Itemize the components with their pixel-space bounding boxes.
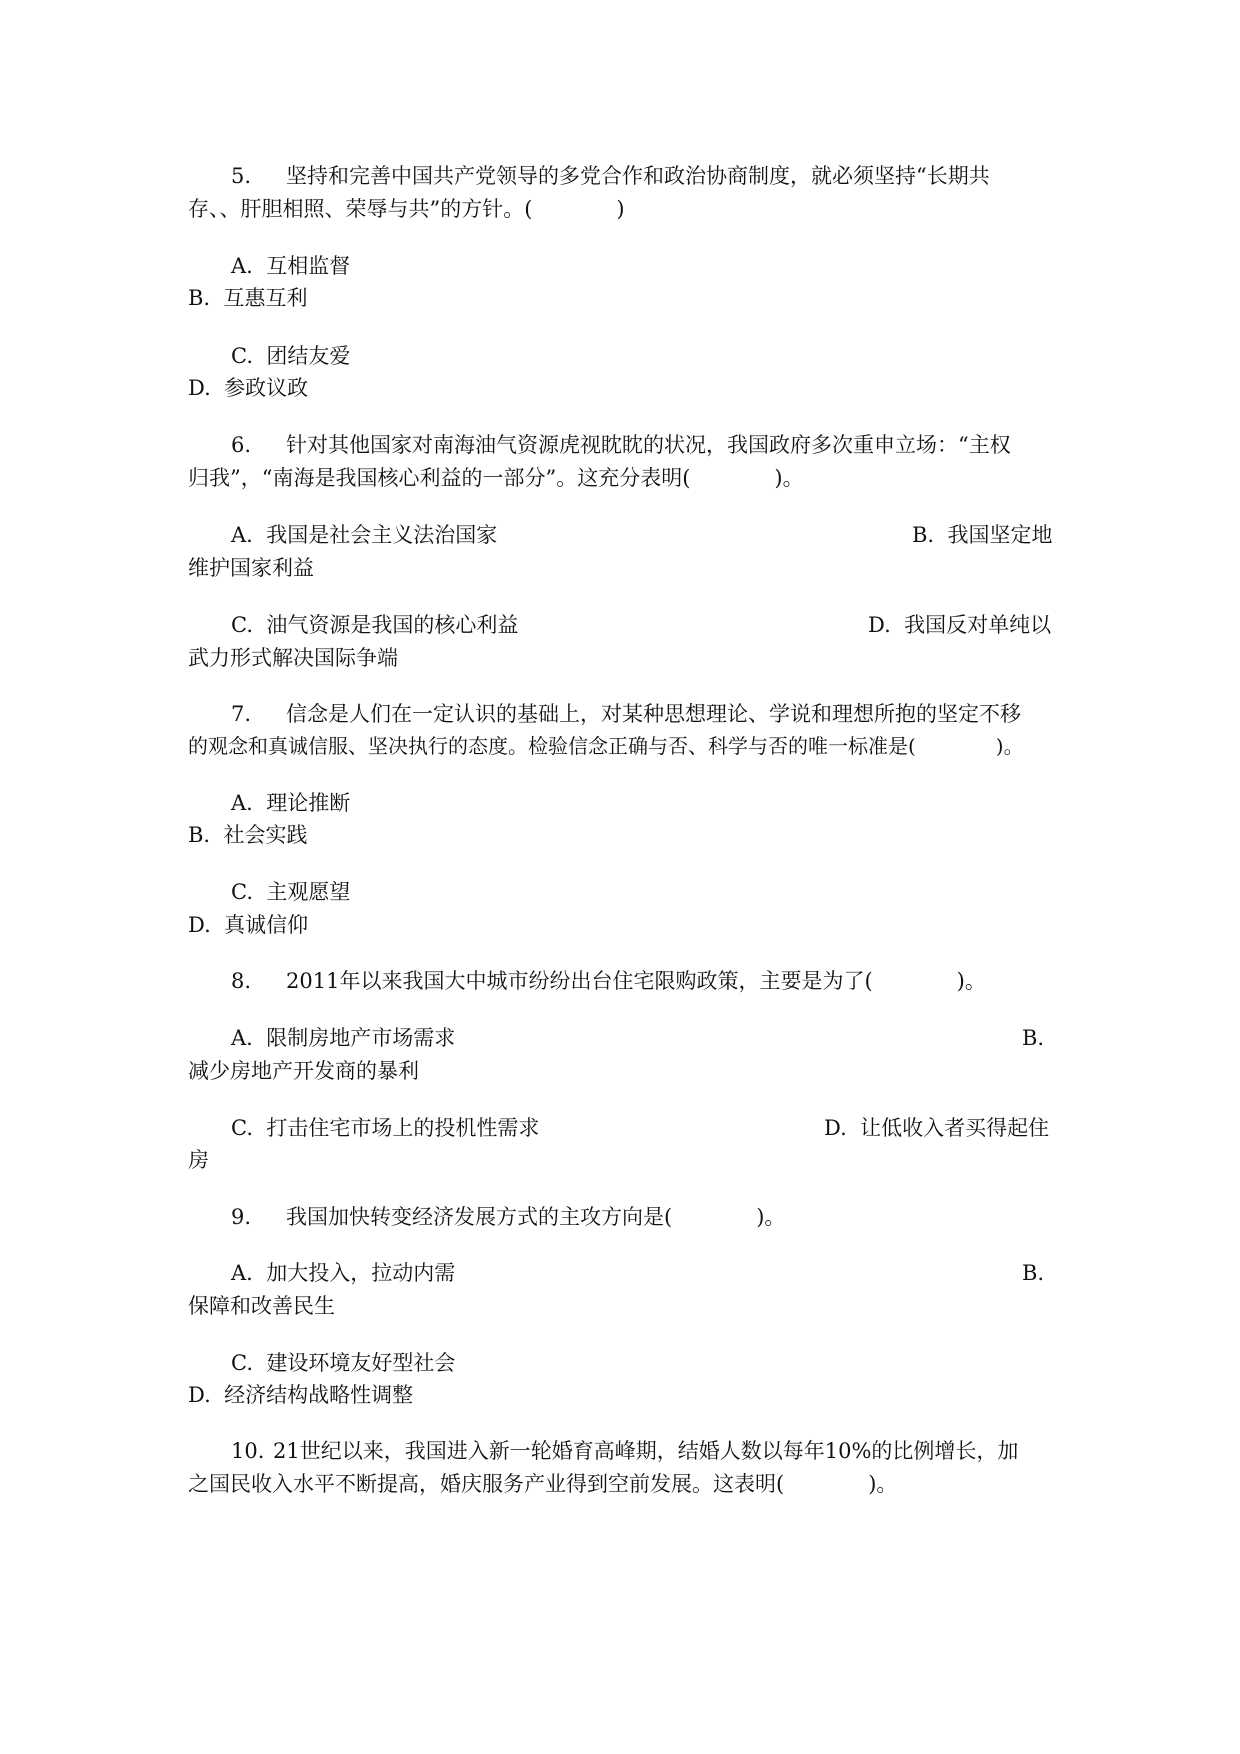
option-d: D. 让低收入者买得起住 xyxy=(824,1116,1050,1140)
option-b-continued: 减少房地产开发商的暴利 xyxy=(188,1059,419,1083)
question-stem-line: 的观念和真诚信服、坚决执行的态度。检验信念正确与否、科学与否的唯一标准是( )。 xyxy=(188,734,1024,758)
option-a: A. 限制房地产市场需求 xyxy=(231,1026,456,1050)
question-stem-line: 5. 坚持和完善中国共产党领导的多党合作和政治协商制度，就必须坚持“长期共 xyxy=(231,164,990,188)
option-c: C. 建设环境友好型社会 xyxy=(231,1351,456,1375)
question-stem-line: 6. 针对其他国家对南海油气资源虎视眈眈的状况，我国政府多次重申立场：“主权 xyxy=(231,433,1011,457)
question-stem-line: 存、、肝胆相照、荣辱与共”的方针。( ) xyxy=(188,197,625,221)
option-b: B. 我国坚定地 xyxy=(912,523,1053,547)
question-number: 6. xyxy=(231,433,252,457)
option-d: D. 真诚信仰 xyxy=(188,913,309,937)
option-a: A. 我国是社会主义法治国家 xyxy=(231,523,498,547)
option-b: B. 互惠互利 xyxy=(188,286,308,310)
question-number: 9. xyxy=(231,1205,252,1229)
question-stem-line: 10. 21世纪以来，我国进入新一轮婚育高峰期，结婚人数以每年10%的比例增长，加 xyxy=(231,1439,1019,1463)
option-b-continued: 保障和改善民生 xyxy=(188,1294,335,1318)
option-c: C. 油气资源是我国的核心利益 xyxy=(231,613,519,637)
question-stem-line: 7. 信念是人们在一定认识的基础上，对某种思想理论、学说和理想所抱的坚定不移 xyxy=(231,702,1021,726)
option-a: A. 加大投入，拉动内需 xyxy=(231,1261,456,1285)
option-c: C. 团结友爱 xyxy=(231,344,351,368)
question-stem-line: 9. 我国加快转变经济发展方式的主攻方向是( )。 xyxy=(231,1205,786,1229)
option-b: B. xyxy=(1022,1026,1045,1050)
question-stem-line: 之国民收入水平不断提高，婚庆服务产业得到空前发展。这表明( )。 xyxy=(188,1472,898,1496)
question-number: 8. xyxy=(231,969,252,993)
question-number: 7. xyxy=(231,702,252,726)
option-b: B. 社会实践 xyxy=(188,823,308,847)
option-d: D. 参政议政 xyxy=(188,376,309,400)
option-d: D. 经济结构战略性调整 xyxy=(188,1383,414,1407)
option-d-continued: 房 xyxy=(188,1148,209,1172)
question-number: 5. xyxy=(231,164,252,188)
question-stem-line: 8. 2011年以来我国大中城市纷纷出台住宅限购政策，主要是为了( )。 xyxy=(231,969,986,993)
question-number: 10. xyxy=(231,1439,265,1463)
option-d-continued: 武力形式解决国际争端 xyxy=(188,646,398,670)
option-a: A. 理论推断 xyxy=(231,791,351,815)
option-d: D. 我国反对单纯以 xyxy=(868,613,1052,637)
option-a: A. 互相监督 xyxy=(231,254,351,278)
question-stem-line: 归我”，“南海是我国核心利益的一部分”。这充分表明( )。 xyxy=(188,466,804,490)
option-b: B. xyxy=(1022,1261,1045,1285)
option-c: C. 打击住宅市场上的投机性需求 xyxy=(231,1116,540,1140)
option-b-continued: 维护国家利益 xyxy=(188,556,314,580)
option-c: C. 主观愿望 xyxy=(231,880,351,904)
